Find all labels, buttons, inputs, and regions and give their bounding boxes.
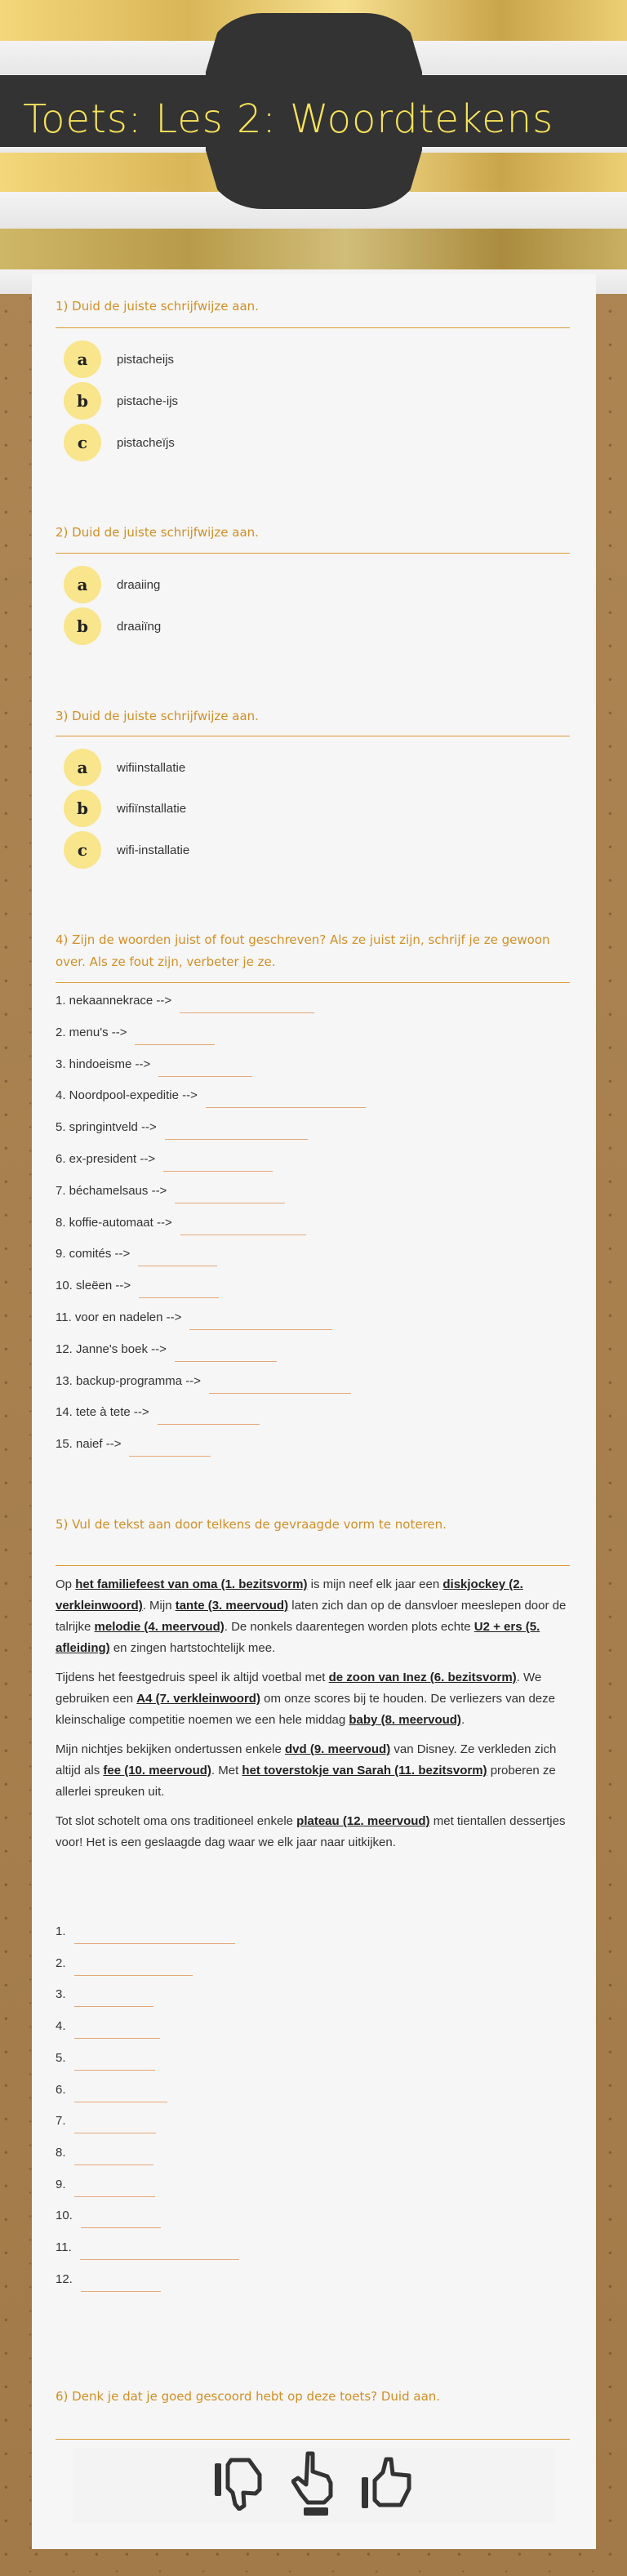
answer-row	[56, 1924, 235, 1956]
answer-input[interactable]	[189, 1314, 332, 1330]
word-item	[56, 1026, 215, 1057]
text-segment: . Met	[211, 1764, 242, 1777]
word-item	[56, 1437, 211, 1469]
word-label: 9. comités -->	[56, 1247, 131, 1261]
option-label: pistache-ijs	[117, 394, 179, 408]
word-label: 11. voor en nadelen -->	[56, 1310, 182, 1324]
option-a[interactable]	[64, 566, 160, 603]
answer-row	[56, 1987, 153, 2019]
divider	[56, 2439, 570, 2440]
option-label: wifiinstallatie	[117, 760, 186, 775]
answer-input[interactable]	[74, 2054, 155, 2071]
word-item	[56, 1279, 219, 1310]
option-label: draaiing	[117, 577, 161, 592]
answer-input[interactable]	[175, 1187, 285, 1203]
word-item	[56, 1310, 332, 1342]
question-4-title: 4) Zijn de woorden juist of fout geschreven? Als ze juist zijn, schrijf je ze gewoon over. Als ze fout zijn, verbeter je ze.	[56, 932, 550, 969]
word-item	[56, 1152, 273, 1184]
fill-in-text	[56, 1574, 570, 1862]
option-b[interactable]	[64, 607, 161, 645]
word-label: 2. menu's -->	[56, 1025, 127, 1039]
word-label: 4. Noordpool-expeditie -->	[56, 1088, 198, 1103]
paragraph	[56, 1667, 570, 1731]
answer-number: 3.	[56, 1987, 66, 2002]
question-6-title: 6) Denk je dat je goed gescoord hebt op deze toets? Duid aan.	[56, 2389, 441, 2404]
answer-input[interactable]	[180, 1219, 306, 1235]
word-label: 10. sleëen -->	[56, 1279, 131, 1293]
answer-input[interactable]	[74, 1991, 153, 2007]
answer-row	[56, 2019, 160, 2051]
answer-row	[56, 2051, 155, 2083]
prompt-word: U2 + ers (5. afleiding)	[56, 1620, 540, 1655]
answer-input[interactable]	[163, 1155, 273, 1172]
option-letter-badge: a	[64, 566, 101, 603]
text-segment: . Mijn	[142, 1599, 176, 1613]
option-letter-badge: b	[64, 382, 101, 420]
answer-input[interactable]	[74, 2086, 167, 2102]
answer-input[interactable]	[81, 2276, 161, 2292]
pointing-hand-icon[interactable]	[291, 2450, 334, 2521]
answer-row	[56, 1956, 193, 1988]
answer-input[interactable]	[209, 1377, 351, 1394]
thumbs-down-icon[interactable]	[215, 2457, 264, 2515]
word-label: 3. hindoeisme -->	[56, 1057, 151, 1071]
divider	[56, 553, 570, 554]
answer-input[interactable]	[139, 1282, 219, 1298]
word-label: 5. springintveld -->	[56, 1120, 157, 1135]
word-item	[56, 1216, 306, 1248]
text-segment: Tijdens het feestgedruis speel ik altijd voetbal met	[56, 1671, 329, 1684]
text-segment: is mijn neef elk jaar een	[307, 1577, 443, 1591]
text-segment: .	[460, 1713, 465, 1727]
question-5-title: 5) Vul de tekst aan door telkens de gevraagde vorm te noteren.	[56, 1517, 447, 1532]
answer-number: 5.	[56, 2050, 66, 2065]
word-item	[56, 1088, 366, 1120]
answer-row	[56, 2146, 153, 2178]
text-segment: van Disney. Ze verkleden zich altijd als	[56, 1742, 557, 1777]
option-b[interactable]	[64, 382, 178, 420]
option-letter-badge: a	[64, 749, 101, 786]
option-a[interactable]	[64, 749, 185, 786]
answer-input[interactable]	[129, 1440, 211, 1457]
word-item	[56, 1374, 351, 1406]
text-segment: proberen ze allerlei spreuken uit.	[56, 1764, 556, 1799]
answer-input[interactable]	[206, 1092, 366, 1108]
text-segment: en zingen hartstochtelijk mee.	[109, 1641, 276, 1655]
answer-row	[56, 2272, 161, 2304]
prompt-word: het toverstokje van Sarah (11. bezitsvorm)	[242, 1764, 487, 1777]
prompt-word: dvd (9. meervoud)	[285, 1742, 391, 1756]
answer-row	[56, 2240, 239, 2272]
prompt-word: het familiefeest van oma (1. bezitsvorm)	[75, 1577, 308, 1591]
option-letter-badge: c	[64, 831, 101, 869]
option-letter-badge: c	[64, 424, 101, 461]
word-label: 15. naief -->	[56, 1437, 122, 1452]
answer-input[interactable]	[80, 2244, 239, 2260]
divider	[56, 982, 570, 983]
option-letter-badge: a	[64, 340, 101, 378]
answer-input[interactable]	[135, 1029, 215, 1045]
question-2-title: 2) Duid de juiste schrijfwijze aan.	[56, 525, 259, 540]
prompt-word: melodie (4. meervoud)	[94, 1620, 225, 1634]
word-item	[56, 1342, 277, 1374]
word-label: 14. tete à tete -->	[56, 1405, 149, 1420]
option-label: pistacheïjs	[117, 435, 175, 450]
thumbs-up-icon[interactable]	[362, 2456, 412, 2516]
page-title: Toets: Les 2: Woordtekens	[23, 96, 554, 142]
prompt-word: tante (3. meervoud)	[175, 1599, 289, 1613]
header-banner	[0, 0, 627, 294]
answer-row	[56, 2178, 155, 2209]
divider	[56, 327, 570, 328]
text-segment: met tientallen dessertjes voor! Het is een geslaagde dag waar we elk jaar naar uitkijken.	[56, 1814, 566, 1849]
option-b[interactable]	[64, 790, 186, 827]
answer-input[interactable]	[180, 997, 314, 1013]
option-label: wifiïnstallatie	[117, 801, 187, 816]
option-a[interactable]	[64, 340, 174, 378]
text-segment: . De nonkels daarentegen worden plots echte	[224, 1620, 474, 1634]
option-letter-badge: b	[64, 790, 101, 827]
option-c[interactable]	[64, 831, 189, 869]
answer-input[interactable]	[74, 1960, 193, 1976]
word-label: 13. backup-programma -->	[56, 1373, 201, 1388]
answer-row	[56, 2114, 156, 2146]
text-segment: laten zich dan op de dansvloer meeslepen door de talrijke	[56, 1599, 567, 1634]
answer-input[interactable]	[74, 1928, 235, 1944]
option-label: wifi-installatie	[117, 843, 190, 857]
word-item	[56, 994, 314, 1026]
rating-choices	[73, 2448, 554, 2523]
prompt-word: de zoon van Inez (6. bezitsvorm)	[328, 1671, 517, 1684]
word-label: 7. béchamelsaus -->	[56, 1183, 167, 1198]
paragraph	[56, 1811, 570, 1853]
word-label: 6. ex-president -->	[56, 1152, 156, 1166]
word-label: 1. nekaannekrace -->	[56, 994, 172, 1008]
option-c[interactable]	[64, 424, 175, 461]
answer-number: 1.	[56, 1924, 66, 1938]
option-letter-badge: b	[64, 607, 101, 645]
answer-number: 7.	[56, 2114, 66, 2129]
answer-row	[56, 2083, 167, 2115]
answer-number: 12.	[56, 2271, 73, 2286]
question-1-title: 1) Duid de juiste schrijfwijze aan.	[56, 299, 259, 314]
word-item	[56, 1057, 252, 1089]
answer-input[interactable]	[165, 1123, 308, 1140]
question-3-title: 3) Duid de juiste schrijfwijze aan.	[56, 709, 259, 723]
option-label: draaiïng	[117, 619, 162, 634]
answer-number: 2.	[56, 1955, 66, 1970]
prompt-word: A4 (7. verkleinwoord)	[136, 1692, 260, 1706]
word-label: 12. Janne's boek -->	[56, 1341, 167, 1356]
word-item	[56, 1405, 260, 1437]
text-segment: om onze scores bij te houden. De verliezers van deze kleinschalige competitie noemen we een hele middag	[56, 1692, 555, 1727]
text-segment: Op	[56, 1577, 76, 1591]
answer-input[interactable]	[81, 2212, 161, 2228]
answer-input[interactable]	[175, 1346, 277, 1362]
answer-number: 10.	[56, 2209, 73, 2223]
word-item	[56, 1247, 217, 1279]
word-label: 8. koffie-automaat -->	[56, 1215, 172, 1230]
text-segment: . We gebruiken een	[56, 1671, 542, 1706]
answer-input[interactable]	[74, 2149, 153, 2165]
option-label: pistacheijs	[117, 352, 175, 367]
prompt-word: plateau (12. meervoud)	[296, 1814, 430, 1828]
answer-number: 8.	[56, 2145, 66, 2160]
prompt-word: diskjockey (2. verkleinwoord)	[56, 1577, 523, 1613]
divider	[56, 1565, 570, 1566]
answer-number: 9.	[56, 2177, 66, 2191]
answer-number: 11.	[56, 2240, 72, 2254]
answer-input[interactable]	[74, 2117, 156, 2133]
prompt-word: baby (8. meervoud)	[349, 1713, 461, 1727]
paragraph	[56, 1574, 570, 1659]
answer-input[interactable]	[158, 1061, 252, 1077]
text-segment: Tot slot schotelt oma ons traditioneel enkele	[56, 1814, 297, 1828]
answer-row	[56, 2209, 161, 2240]
prompt-word: fee (10. meervoud)	[103, 1764, 211, 1777]
answer-input[interactable]	[138, 1250, 217, 1266]
answer-number: 6.	[56, 2082, 66, 2097]
answer-input[interactable]	[74, 2022, 160, 2039]
text-segment: Mijn nichtjes bekijken ondertussen enkele	[56, 1742, 285, 1756]
answer-input[interactable]	[74, 2181, 155, 2197]
paragraph	[56, 1739, 570, 1803]
word-item	[56, 1184, 285, 1216]
answer-input[interactable]	[158, 1408, 260, 1425]
word-item	[56, 1120, 308, 1152]
answer-number: 4.	[56, 2019, 66, 2034]
